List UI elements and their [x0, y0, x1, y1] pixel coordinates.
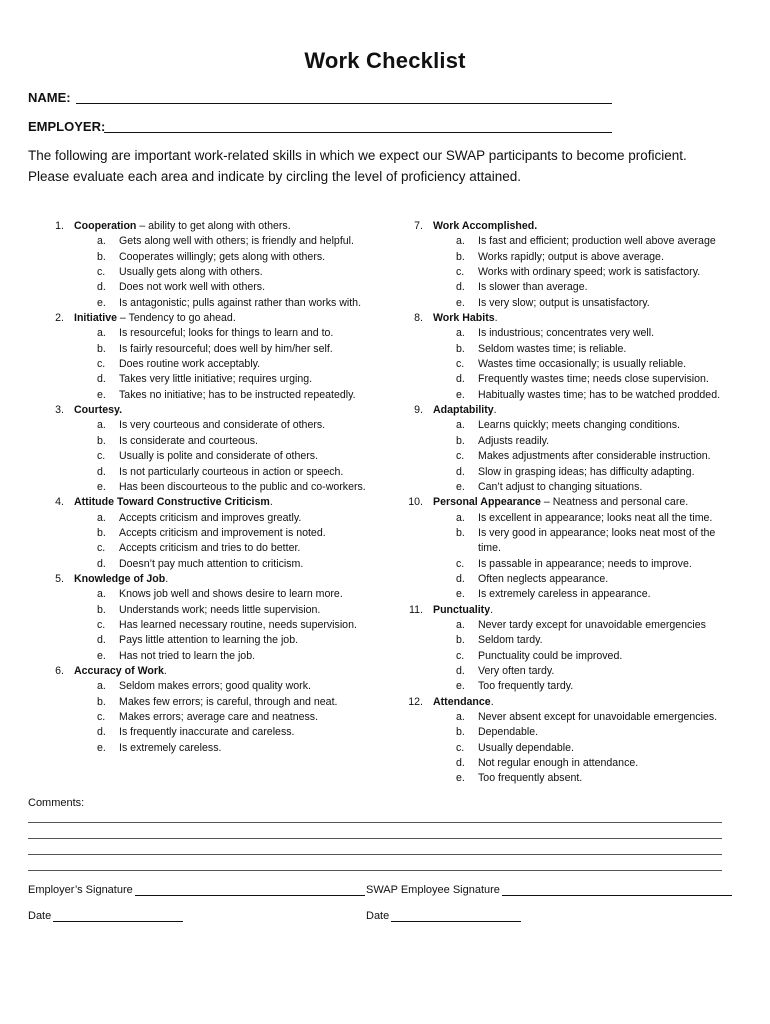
option-letter: d. — [456, 572, 465, 585]
intro-paragraph: The following are important work-related skills in which we expect our SWAP participants to become proficient. Please evaluate each area and indicate by circling the level of proficiency attained. — [28, 148, 687, 184]
option-text: Seldom tardy. — [478, 634, 543, 647]
option-letter: c. — [97, 711, 106, 723]
option-text: Cooperates willingly; gets along with others. — [119, 250, 326, 263]
checklist-section — [55, 311, 291, 326]
date-line-left[interactable] — [53, 911, 183, 922]
checklist-section — [55, 495, 291, 510]
comment-line[interactable] — [28, 838, 722, 839]
option-letter: d. — [97, 373, 106, 386]
option-text: Is extremely careless in appearance. — [478, 588, 651, 601]
section-title: Courtesy. — [74, 404, 123, 417]
option-letter: e. — [97, 296, 106, 309]
section-title: Punctuality — [433, 603, 491, 616]
option-text: Has not tried to learn the job. — [119, 649, 256, 662]
option-letter: c. — [456, 450, 465, 463]
date-field-left — [28, 910, 183, 922]
option-letter: c. — [97, 542, 106, 555]
option-letter: b. — [456, 634, 465, 647]
section-description: . — [494, 312, 498, 325]
option-text: Accepts criticism and improves greatly. — [119, 511, 302, 524]
option-text: Is considerate and courteous. — [119, 434, 258, 447]
option-text: Takes very little initiative; requires urging. — [119, 373, 313, 386]
proficiency-option[interactable] — [433, 741, 688, 756]
option-text: Adjusts readily. — [478, 434, 550, 447]
option-text: Slow in grasping ideas; has difficulty adapting. — [478, 465, 695, 478]
proficiency-option[interactable] — [433, 710, 718, 725]
option-text: Works with ordinary speed; work is satisfactory. — [478, 266, 701, 279]
option-text: Does not work well with others. — [119, 281, 266, 294]
option-letter: d. — [456, 664, 465, 677]
checklist-section — [408, 495, 689, 510]
proficiency-option[interactable] — [74, 234, 354, 249]
proficiency-option[interactable] — [74, 649, 291, 664]
left-column — [55, 219, 366, 756]
option-text: Knows job well and shows desire to learn more. — [119, 588, 343, 601]
proficiency-option[interactable] — [433, 465, 695, 480]
section-title: Accuracy of Work — [74, 664, 164, 677]
option-text: Is slower than average. — [478, 281, 588, 294]
option-letter: c. — [456, 741, 465, 754]
page-title: Work Checklist — [304, 48, 466, 73]
section-title: Work Accomplished. — [433, 220, 538, 232]
option-letter: d. — [97, 465, 106, 478]
proficiency-option[interactable] — [74, 526, 326, 541]
proficiency-option[interactable] — [433, 618, 706, 633]
comments-label: Comments: — [28, 797, 85, 809]
employer-signature-field — [28, 884, 365, 896]
option-letter: b. — [456, 726, 465, 739]
option-text: Makes few errors; is careful, through and neat. — [119, 695, 338, 708]
proficiency-option[interactable] — [74, 465, 344, 480]
section-description: . — [163, 664, 167, 677]
option-text: Is extremely careless. — [119, 741, 222, 754]
proficiency-option[interactable] — [74, 326, 334, 341]
proficiency-option[interactable] — [433, 725, 688, 740]
option-text: Too frequently tardy. — [478, 680, 574, 693]
checklist-section — [414, 219, 688, 234]
option-text: Wastes time occasionally; is usually reliable. — [478, 358, 687, 371]
option-letter: e. — [456, 680, 465, 693]
proficiency-option[interactable] — [74, 449, 319, 464]
comment-line[interactable] — [28, 822, 722, 823]
proficiency-option[interactable] — [433, 296, 688, 311]
option-letter: a. — [97, 235, 106, 248]
proficiency-option[interactable] — [433, 664, 688, 679]
option-letter: e. — [456, 772, 465, 785]
option-letter: b. — [97, 434, 106, 447]
option-letter: a. — [456, 511, 465, 524]
option-text: Seldom makes errors; good quality work. — [119, 680, 311, 693]
option-text: Never absent except for unavoidable emergencies. — [478, 711, 718, 723]
section-number: 8. — [414, 312, 423, 325]
section-title: Initiative — [74, 312, 117, 325]
date-field-right — [366, 910, 521, 922]
option-letter: d. — [456, 281, 465, 294]
option-letter: a. — [456, 711, 465, 723]
option-letter: a. — [456, 327, 465, 340]
option-letter: b. — [456, 342, 465, 355]
proficiency-option[interactable] — [433, 511, 713, 526]
proficiency-option[interactable] — [74, 250, 326, 265]
proficiency-option[interactable] — [74, 418, 326, 433]
option-text: Is passable in appearance; needs to improve. — [478, 557, 692, 570]
checklist-section — [408, 695, 688, 710]
proficiency-option[interactable] — [433, 633, 688, 648]
option-text: Frequently wastes time; needs close supervision. — [478, 373, 709, 386]
option-text: Not regular enough in attendance. — [478, 757, 639, 770]
option-letter: e. — [97, 649, 106, 662]
option-text: Makes errors; average care and neatness. — [119, 711, 319, 723]
option-text: Too frequently absent. — [478, 772, 583, 785]
option-letter: e. — [456, 588, 465, 601]
section-title: Knowledge of Job — [74, 572, 166, 585]
option-text: Understands work; needs little supervision. — [119, 603, 321, 616]
option-letter: b. — [456, 434, 465, 447]
checklist-section — [409, 603, 688, 618]
option-letter: a. — [97, 327, 106, 340]
proficiency-option[interactable] — [74, 434, 291, 449]
option-text: Is frequently inaccurate and careless. — [119, 726, 295, 739]
proficiency-option[interactable] — [433, 587, 688, 602]
section-description: . — [269, 496, 273, 509]
proficiency-option[interactable] — [433, 250, 688, 265]
option-text: Is fairly resourceful; does well by him/her self. — [119, 342, 333, 355]
option-text: Is fast and efficient; production well above average — [478, 235, 716, 248]
proficiency-option[interactable] — [433, 372, 709, 387]
option-letter: c. — [97, 266, 106, 279]
option-text: Makes adjustments after considerable instruction. — [478, 450, 711, 463]
proficiency-option[interactable] — [433, 280, 688, 295]
option-letter: e. — [97, 388, 106, 401]
proficiency-option[interactable] — [74, 296, 362, 311]
option-letter: b. — [97, 526, 106, 539]
date-label: Date — [28, 910, 52, 922]
proficiency-option[interactable] — [433, 388, 721, 403]
section-description: – Neatness and personal care. — [540, 496, 689, 509]
option-letter: b. — [456, 526, 465, 539]
option-letter: c. — [456, 649, 465, 662]
checklist-section — [414, 403, 688, 418]
section-title: Personal Appearance — [433, 496, 541, 509]
option-letter: a. — [97, 419, 106, 432]
option-text: Takes no initiative; has to be instructed repeatedly. — [119, 388, 356, 401]
proficiency-option[interactable] — [433, 434, 688, 449]
date-label: Date — [366, 910, 390, 922]
section-number: 3. — [55, 404, 64, 417]
proficiency-option[interactable] — [433, 557, 692, 572]
proficiency-option[interactable] — [74, 618, 357, 633]
right-column — [408, 219, 721, 787]
date-line-right[interactable] — [391, 911, 521, 922]
option-text: Pays little attention to learning the job. — [119, 634, 299, 647]
option-letter: d. — [456, 373, 465, 386]
section-number: 12. — [408, 695, 423, 708]
proficiency-option[interactable] — [74, 710, 319, 725]
name-label: NAME: — [28, 90, 71, 105]
option-text: Does routine work acceptably. — [119, 358, 261, 371]
section-description: – Tendency to go ahead. — [116, 312, 236, 325]
option-text: Is very courteous and considerate of others. — [119, 419, 326, 432]
option-text: Habitually wastes time; has to be watched prodded. — [478, 388, 721, 401]
proficiency-option[interactable] — [74, 372, 313, 387]
option-text: Has learned necessary routine, needs supervision. — [119, 618, 357, 631]
proficiency-option[interactable] — [433, 526, 716, 541]
option-letter: c. — [97, 450, 106, 463]
option-text: Usually dependable. — [478, 741, 575, 754]
proficiency-option[interactable] — [433, 541, 688, 556]
option-text: Very often tardy. — [478, 664, 555, 677]
section-number: 2. — [55, 312, 64, 325]
option-text: Works rapidly; output is above average. — [478, 250, 664, 263]
proficiency-option[interactable] — [74, 741, 291, 756]
checklist-section — [414, 311, 688, 326]
proficiency-option[interactable] — [433, 572, 688, 587]
option-text: Usually is polite and considerate of others. — [119, 450, 319, 463]
option-letter: e. — [456, 296, 465, 309]
employer-input-line[interactable] — [104, 132, 612, 133]
proficiency-option[interactable] — [433, 771, 688, 786]
proficiency-option[interactable] — [433, 449, 711, 464]
employer-signature-line[interactable] — [135, 885, 365, 896]
name-input-line[interactable] — [76, 103, 612, 104]
option-letter: e. — [456, 480, 465, 493]
comment-line[interactable] — [28, 854, 722, 855]
option-letter: c. — [456, 557, 465, 570]
option-letter: b. — [97, 603, 106, 616]
option-letter: e. — [456, 388, 465, 401]
swap-signature-line[interactable] — [502, 885, 732, 896]
section-number: 6. — [55, 664, 64, 677]
option-text: Accepts criticism and improvement is noted. — [119, 526, 326, 539]
option-text: Can’t adjust to changing situations. — [478, 480, 643, 493]
option-letter: d. — [97, 726, 106, 739]
proficiency-option[interactable] — [74, 633, 299, 648]
option-letter: a. — [97, 588, 106, 601]
section-number: 9. — [414, 404, 423, 417]
option-letter: c. — [97, 618, 106, 631]
option-text: time. — [478, 542, 501, 555]
proficiency-option[interactable] — [74, 511, 302, 526]
section-number: 11. — [409, 603, 423, 616]
option-text: Often neglects appearance. — [478, 572, 609, 585]
section-number: 10. — [408, 496, 423, 509]
proficiency-option[interactable] — [433, 234, 716, 249]
proficiency-option[interactable] — [74, 695, 338, 710]
section-description: – ability to get along with others. — [136, 220, 291, 232]
employer-signature-label: Employer’s Signature — [28, 884, 133, 896]
option-letter: d. — [456, 465, 465, 478]
option-text: Dependable. — [478, 726, 539, 739]
option-letter: c. — [97, 358, 106, 371]
option-text: Never tardy except for unavoidable emergencies — [478, 618, 706, 631]
option-letter: e. — [97, 480, 106, 493]
option-text: Is antagonistic; pulls against rather than works with. — [119, 296, 362, 309]
comment-line[interactable] — [28, 870, 722, 871]
option-letter: c. — [456, 266, 465, 279]
section-number: 4. — [55, 496, 64, 509]
proficiency-option[interactable] — [433, 480, 688, 495]
proficiency-option[interactable] — [433, 649, 688, 664]
checklist-section — [55, 664, 291, 679]
option-letter: d. — [97, 634, 106, 647]
proficiency-option[interactable] — [74, 480, 366, 495]
proficiency-option[interactable] — [433, 679, 688, 694]
section-title: Attendance — [433, 695, 491, 708]
proficiency-option[interactable] — [74, 388, 356, 403]
section-title: Cooperation — [74, 220, 137, 232]
swap-signature-label: SWAP Employee Signature — [366, 884, 500, 896]
option-letter: b. — [97, 695, 106, 708]
section-description: . — [490, 603, 494, 616]
option-letter: a. — [97, 680, 106, 693]
proficiency-option[interactable] — [433, 756, 688, 771]
section-number: 1. — [55, 220, 64, 232]
proficiency-option[interactable] — [74, 725, 295, 740]
proficiency-option[interactable] — [74, 280, 291, 295]
option-letter: d. — [456, 757, 465, 770]
option-text: Doesn’t pay much attention to criticism. — [119, 557, 304, 570]
proficiency-option[interactable] — [433, 342, 688, 357]
option-text: Usually gets along with others. — [119, 266, 263, 279]
option-letter: a. — [456, 618, 465, 631]
section-title: Attitude Toward Constructive Criticism — [74, 496, 270, 509]
option-text: Is industrious; concentrates very well. — [478, 327, 655, 340]
proficiency-option[interactable] — [74, 541, 301, 556]
swap-signature-field — [366, 884, 732, 896]
proficiency-option[interactable] — [74, 557, 304, 572]
option-letter: e. — [97, 741, 106, 754]
checklist-section — [55, 219, 291, 234]
option-text: Gets along well with others; is friendly and helpful. — [119, 235, 354, 248]
option-text: Has been discourteous to the public and co-workers. — [119, 480, 366, 493]
option-text: Learns quickly; meets changing conditions. — [478, 419, 680, 432]
option-text: Is not particularly courteous in action or speech. — [119, 465, 344, 478]
proficiency-option[interactable] — [74, 357, 291, 372]
section-title: Adaptability — [433, 404, 494, 417]
checklist-section — [55, 403, 291, 418]
proficiency-option[interactable] — [433, 418, 688, 433]
option-text: Is excellent in appearance; looks neat all the time. — [478, 511, 713, 524]
checklist-section — [55, 572, 291, 587]
option-letter: d. — [97, 557, 106, 570]
section-title: Work Habits — [433, 312, 495, 325]
proficiency-option[interactable] — [74, 342, 333, 357]
option-letter: c. — [456, 358, 465, 371]
employer-field — [28, 119, 105, 134]
employer-label: EMPLOYER: — [28, 119, 106, 134]
section-number: 5. — [55, 572, 64, 585]
option-letter: a. — [456, 235, 465, 248]
proficiency-option[interactable] — [433, 326, 688, 341]
option-text: Is resourceful; looks for things to learn and to. — [119, 327, 334, 340]
option-letter: b. — [456, 250, 465, 263]
option-letter: a. — [97, 511, 106, 524]
option-letter: b. — [97, 342, 106, 355]
option-text: Is very good in appearance; looks neat most of the — [478, 526, 716, 539]
section-description: . — [493, 404, 497, 417]
section-description: . — [490, 695, 494, 708]
proficiency-option[interactable] — [74, 587, 343, 602]
name-field — [28, 90, 71, 105]
option-letter: b. — [97, 250, 106, 263]
proficiency-option[interactable] — [74, 679, 311, 694]
option-letter: d. — [97, 281, 106, 294]
proficiency-option[interactable] — [433, 357, 688, 372]
option-text: Is very slow; output is unsatisfactory. — [478, 296, 650, 309]
proficiency-option[interactable] — [74, 603, 321, 618]
proficiency-option[interactable] — [433, 265, 701, 280]
section-number: 7. — [414, 220, 423, 232]
section-description: . — [165, 572, 169, 585]
option-text: Seldom wastes time; is reliable. — [478, 342, 627, 355]
proficiency-option[interactable] — [74, 265, 291, 280]
option-text: Punctuality could be improved. — [478, 649, 623, 662]
option-text: Accepts criticism and tries to do better. — [119, 542, 301, 555]
option-letter: a. — [456, 419, 465, 432]
